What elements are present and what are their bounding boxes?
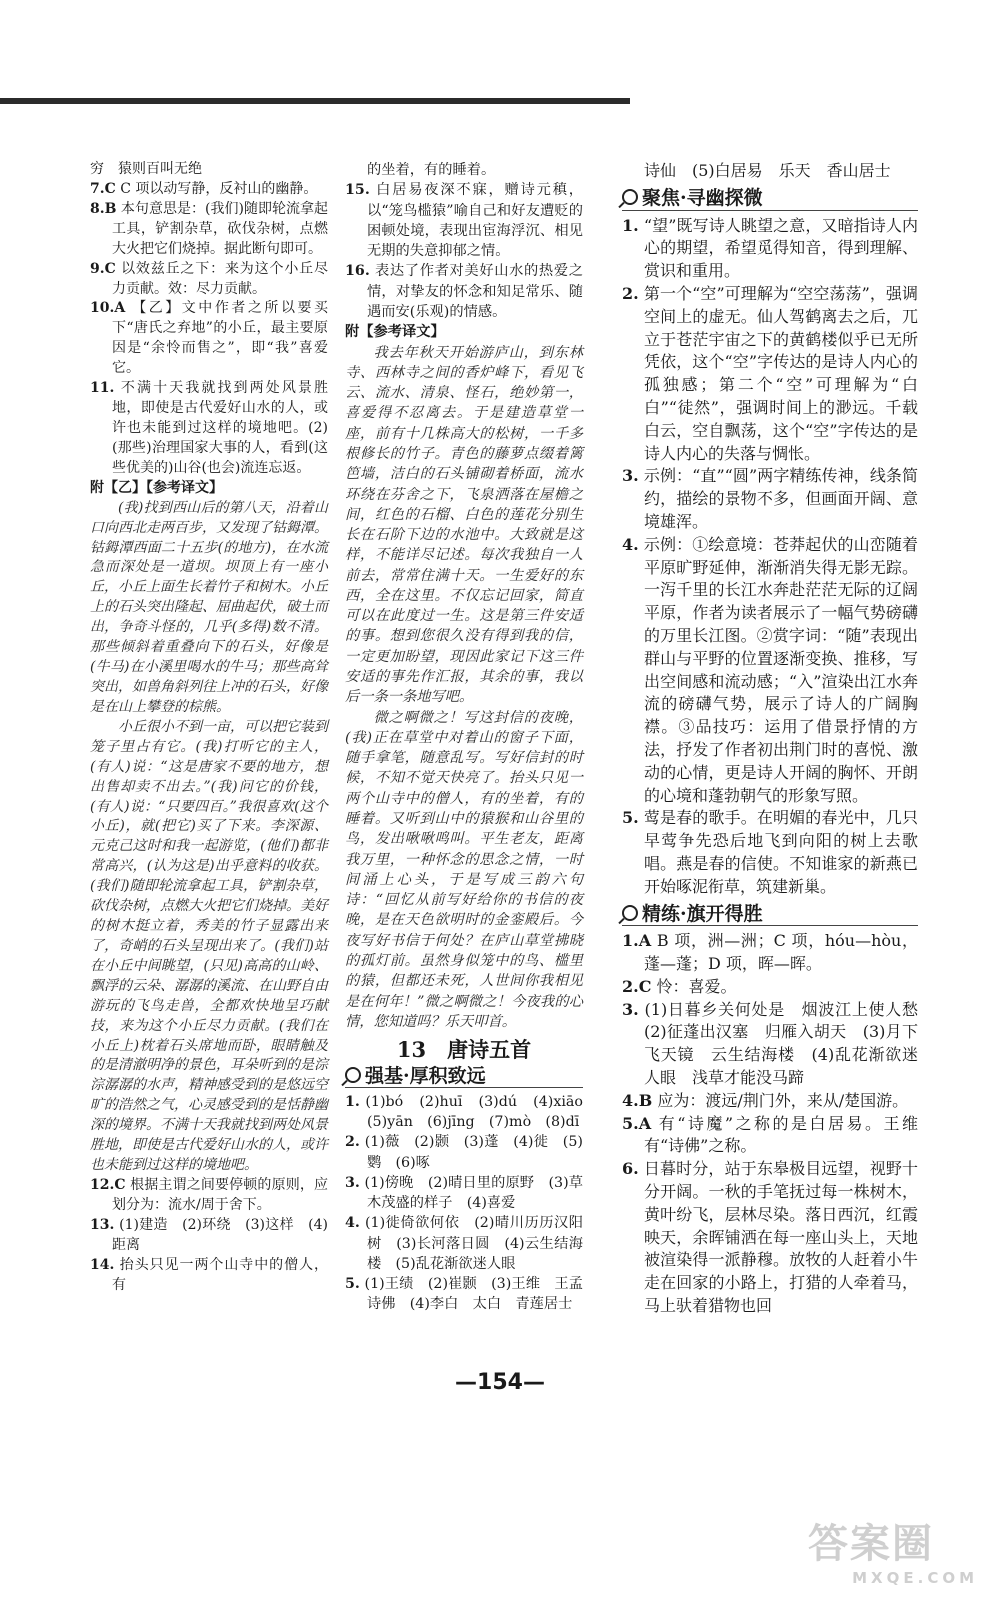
page-number: —154— bbox=[455, 1370, 545, 1395]
answer-text: 表达了作者对美好山水的热爱之情，对挚友的怀念和知足常乐、随遇而安(乐观)的情感。 bbox=[367, 263, 583, 320]
answer-number: 4. bbox=[345, 1215, 360, 1232]
answer-item bbox=[622, 465, 918, 533]
section-heading-text: 强基·厚积致远 bbox=[365, 1065, 486, 1088]
answer-number: 15. bbox=[345, 182, 370, 199]
answer-item bbox=[622, 1158, 918, 1318]
answer-text: “望”既写诗人眺望之意，又暗指诗人内心的期望，希望觅得知音，得到理解、赏识和重用。 bbox=[643, 215, 918, 281]
answer-item bbox=[622, 1113, 918, 1159]
answer-number: 2.C bbox=[622, 976, 652, 996]
answer-text: 示例：①绘意境：苍莽起伏的山峦随着平原旷野延伸，渐渐消失得无影无踪。一泻千里的长江水奔赴茫茫无际的辽阔平原，作者为读者展示了一幅气势磅礴的万里长江图。②赏字词：“随”表现出群山与平野的位置逐渐变换、推移，写出空间感和流动感；“入”渲染出江水奔流的磅礴气势，展示了诗人的广阔胸襟。③品技巧：运用了借景抒情的方法，抒发了作者初出荆门时的喜悦、激动的心情，更是诗人开阔的胸怀、开朗的心境和蓬勃朝气的形象写照。 bbox=[643, 534, 918, 805]
answer-number: 3. bbox=[622, 466, 639, 486]
answer-item bbox=[622, 930, 918, 976]
answer-item bbox=[90, 299, 328, 379]
answer-number: 1. bbox=[345, 1093, 360, 1110]
section-heading bbox=[622, 903, 918, 927]
appendix-heading: 附【参考译文】 bbox=[345, 324, 445, 341]
top-rule bbox=[0, 98, 630, 104]
answer-text: C 项以动写静，反衬山的幽静。 bbox=[120, 180, 318, 197]
answer-text: (1)傍晚 (2)晴日里的原野 (3)草木茂盛的样子 (4)喜爱 bbox=[364, 1174, 583, 1212]
answer-text: 有“诗魔”之称的是白居易。王维有“诗佛”之称。 bbox=[644, 1113, 918, 1156]
answer-number: 5. bbox=[345, 1276, 360, 1293]
appendix-heading: 附【乙】【参考译文】 bbox=[90, 479, 223, 496]
answer-item bbox=[345, 261, 583, 322]
answer-number: 7.C bbox=[90, 180, 116, 197]
answer-text: 不满十天我就找到两处风景胜地，即使是古代爱好山水的人，或许也未能到过这样的境地吧。(2)(那些)治理国家大事的人，看到(这些优美的)山谷(也会)流连忘返。 bbox=[112, 380, 329, 476]
answer-text: (1)日暮乡关何处是 烟波江上使人愁 (2)征蓬出汉塞 归雁入胡天 (3)月下飞天镜 云生结海楼 (4)乱花渐欲迷人眼 浅草才能没马蹄 bbox=[644, 999, 935, 1088]
answer-text: 以效兹丘之下：来为这个小丘尽力贡献。效：尽力贡献。 bbox=[112, 260, 329, 297]
answer-item bbox=[622, 534, 918, 808]
answer-number: 2. bbox=[345, 1134, 360, 1151]
section-heading bbox=[345, 1066, 583, 1087]
column-right bbox=[622, 160, 935, 1318]
answer-item bbox=[345, 1274, 598, 1315]
answer-item bbox=[345, 1092, 598, 1133]
answer-item bbox=[90, 180, 328, 200]
column-middle bbox=[345, 160, 598, 1315]
answer-number: 10.A bbox=[90, 300, 126, 317]
answer-text: 【乙】文中作者之所以要买下“唐氏之弃地”的小丘，最主要原因是“余怜而售之”，即“我”喜爱它。 bbox=[112, 300, 329, 377]
answer-text: (1)建造 (2)环绕 (3)这样 (4)距离 bbox=[112, 1216, 328, 1253]
answer-number: 4.B bbox=[622, 1090, 653, 1110]
translation-paragraph: 微之啊微之！写这封信的夜晚，(我)正在草堂中对着山的窗子下面，随手拿笔，随意乱写。写好信封的时候，不知不觉天快亮了。抬头只见一两个山寺中的僧人，有的坐着，有的睡着。又听到山中的猿猴和山谷里的鸟，发出啾啾鸣叫。平生老友，距离我万里，一种怀念的思念之情，一时间涌上心头，于是写成三韵六句诗：“回忆从前写好给你的书信的夜晚，是在天色欲明时的金銮殿后。今夜写好书信于何处？在庐山草堂拂晓的孤灯前。虽然身似笼中的鸟、槛里的猿，但都还未死，人世间你我相见是在何年！”微之啊微之！今夜我的心情，您知道吗？乐天叩首。 bbox=[345, 709, 583, 1030]
answer-text: (1)王绩 (2)崔颢 (3)王维 王孟 诗佛 (4)李白 太白 青莲居士 bbox=[364, 1276, 598, 1313]
answer-item bbox=[90, 260, 328, 300]
answer-item bbox=[90, 1256, 328, 1296]
answer-number: 16. bbox=[345, 263, 370, 280]
answer-text: 应为：渡远/荆门外，来从/楚国游。 bbox=[657, 1090, 909, 1110]
answer-text: (1)徙倚欲何依 (2)晴川历历汉阳树 (3)长河落日圆 (4)云生结海楼 (5)乱花渐欲迷人眼 bbox=[364, 1215, 583, 1272]
magnifier-icon bbox=[345, 1067, 361, 1083]
magnifier-icon bbox=[622, 905, 638, 921]
translation-paragraph: (我)找到西山后的第八天，沿着山口向西北走两百步，又发现了钴鉧潭。钴鉧潭西面二十五步(的地方)，在水流急而深处是一道坝。坝顶上有一座小丘，小丘上面生长着竹子和树木。小丘上的石头突出隆起、屈曲起伏，破土而出，争奇斗怪的，几乎(多得)数不清。那些倾斜着重叠向下的石头，好像是(牛马)在小溪里喝水的牛马；那些高耸突出，如兽角斜列往上冲的石头，好像是在山上攀登的棕熊。 bbox=[90, 499, 328, 715]
answer-item bbox=[345, 1213, 583, 1274]
section-heading bbox=[622, 187, 918, 211]
section-heading-text: 精练·旗开得胜 bbox=[642, 902, 763, 925]
answer-item bbox=[345, 180, 583, 261]
chapter-title: 13 唐诗五首 bbox=[396, 1037, 532, 1063]
answer-text: 本句意思是：(我们)随即轮流拿起工具，铲割杂草，砍伐杂树，点燃大火把它们烧掉。据此断句即可。 bbox=[112, 200, 328, 257]
answer-number: 3. bbox=[622, 999, 639, 1019]
watermark-logo bbox=[808, 1512, 978, 1587]
answer-number: 3. bbox=[345, 1174, 360, 1191]
watermark-main: 答案圈 bbox=[808, 1521, 934, 1567]
section-heading-text: 聚焦·寻幽探微 bbox=[642, 186, 763, 209]
answer-item bbox=[90, 1176, 328, 1216]
column-left bbox=[90, 160, 328, 1296]
answer-text: 根据主谓之间要停顿的原则，应划分为：流水/周于舍下。 bbox=[112, 1177, 329, 1213]
answer-text: 抬头只见一两个山寺中的僧人，有 bbox=[112, 1256, 329, 1293]
answer-item bbox=[622, 283, 918, 465]
answer-item bbox=[345, 1173, 583, 1214]
answer-number: 6. bbox=[622, 1159, 639, 1179]
answer-number: 1.A bbox=[622, 931, 652, 951]
continued-text: 诗仙 (5)白居易 乐天 香山居士 bbox=[644, 161, 891, 180]
text-line: 穷 猿则百叫无绝 bbox=[90, 161, 202, 177]
answer-number: 1. bbox=[622, 215, 639, 235]
answer-number: 5.A bbox=[622, 1113, 652, 1133]
answer-text: 白居易夜深不寐，赠诗元稹，以“笼鸟槛猿”喻自己和好友遭贬的困顿处境，表现出宦海浮沉、相见无期的失意抑郁之情。 bbox=[367, 182, 583, 260]
answer-item bbox=[90, 379, 328, 479]
answer-text: 第一个“空”可理解为“空空荡荡”，强调空间上的虚无。仙人驾鹤离去之后，兀立于苍茫宇宙之下的黄鹤楼似乎已无所凭依，这个“空”字传达的是诗人内心的孤独感；第二个“空”可理解为“白白”“徒然”，强调时间上的渺远。千载白云，空自飘荡，这个“空”字传达的是诗人内心的失落与惆怅。 bbox=[643, 283, 918, 463]
translation-paragraph: 我去年秋天开始游庐山，到东林寺、西林寺之间的香炉峰下，看见飞云、流水、清泉、怪石，绝妙第一，喜爱得不忍离去。于是建造草堂一座，前有十几株高大的松树，一千多根修长的竹子。青色的藤萝点缀着篱笆墙，洁白的石头铺砌着桥面，流水环绕在芬舍之下，飞泉洒落在屋檐之间，红色的石榴、白色的莲花分别生长在石阶下边的水池中。大致就是这样，不能详尽记述。每次我独自一人前去，常常住满十天。一生爱好的东西，全在这里。不仅忘记回家，简直可以在此度过一生。这是第三件安适的事。想到您很久没有得到我的信，一定更加盼望，现因此家记下这三件安适的事先作汇报，其余的事，我以后一条一条地写吧。 bbox=[345, 344, 583, 706]
answer-item bbox=[90, 200, 328, 260]
translation-paragraph: 小丘很小不到一亩，可以把它装到笼子里占有它。(我)打听它的主人，(有人)说：“这是唐家不要的地方，想出售却卖不出去。”(我)问它的价钱，(有人)说：“只要四百。”我很喜欢(这个小丘)，就(把它)买了下来。李深源、元克己这时和我一起游览，(他们)都非常高兴，(认为这是)出乎意料的收获。(我们)随即轮流拿起工具，铲割杂草，砍伐杂树，点燃大火把它们烧掉。美好的树木挺立着，秀美的竹子显露出来了，奇峭的石头呈现出来了。(我们)站在小丘中间眺望，(只见)高高的山岭、飘浮的云朵、潺潺的溪流、在山野自由游玩的飞鸟走兽，全都欢快地呈巧献技，来为这个小丘尽力贡献。(我们在小丘上)枕着石头席地而卧，眼睛触及的是清澈明净的景色，耳朵听到的是淙淙潺潺的水声，精神感受到的是悠远空旷的浩然之气，心灵感受到的是恬静幽深的境界。不满十天我就找到两处风景胜地，即使是古代爱好山水的人，或许也未能到过这样的境地吧。 bbox=[90, 718, 328, 1174]
answer-number: 4. bbox=[622, 534, 639, 554]
watermark-sub: MXQE.COM bbox=[852, 1569, 978, 1587]
answer-text: B 项，洲—洲；C 项，hóu—hòu，蓬—蓬；D 项，晖—晖。 bbox=[644, 931, 918, 974]
answer-item bbox=[622, 1090, 918, 1113]
answer-item bbox=[345, 1132, 583, 1173]
answer-number: 2. bbox=[622, 283, 639, 303]
magnifier-icon bbox=[622, 189, 638, 205]
answer-number: 8.B bbox=[90, 200, 117, 217]
answer-text: (1)薇 (2)颢 (3)蓬 (4)徙 (5)鹦 (6)啄 bbox=[364, 1134, 583, 1171]
answer-number: 5. bbox=[622, 808, 639, 828]
answer-item bbox=[622, 215, 918, 283]
answer-number: 12.C bbox=[90, 1177, 126, 1194]
answer-item bbox=[622, 999, 935, 1090]
answer-number: 13. bbox=[90, 1216, 115, 1233]
continued-text: 的坐着，有的睡着。 bbox=[367, 162, 496, 178]
answer-number: 11. bbox=[90, 380, 115, 397]
answer-text: 莺是春的歌手。在明媚的春光中，几只早莺争先恐后地飞到向阳的树上去歌唱。燕是春的信使。不知谁家的新燕已开始啄泥衔草，筑建新巢。 bbox=[643, 808, 918, 896]
answer-item bbox=[90, 1216, 328, 1256]
answer-text: 示例：“直”“圆”两字精练传神，线条简约，描绘的景物不多，但画面开阔、意境雄浑。 bbox=[643, 466, 918, 531]
answer-text: 怜：喜爱。 bbox=[656, 976, 737, 996]
answer-number: 14. bbox=[90, 1256, 115, 1273]
answer-item bbox=[622, 976, 918, 999]
answer-text: (1)bó (2)huī (3)dú (4)xiāo (5)yān (6)jīng (7)mò (8)dī bbox=[365, 1093, 598, 1130]
answer-text: 日暮时分，站于东皋极目远望，视野十分开阔。一秋的手笔抚过每一株树木，黄叶纷飞，层林尽染。落日西沉，红霞映天，余晖铺洒在每一座山头上，天地被渲染得一派静穆。放牧的人赶着小牛走在回家的小路上，打猎的人牵着马，马上驮着猎物也回 bbox=[643, 1159, 918, 1316]
answer-item bbox=[622, 807, 918, 898]
answer-number: 9.C bbox=[90, 260, 116, 277]
